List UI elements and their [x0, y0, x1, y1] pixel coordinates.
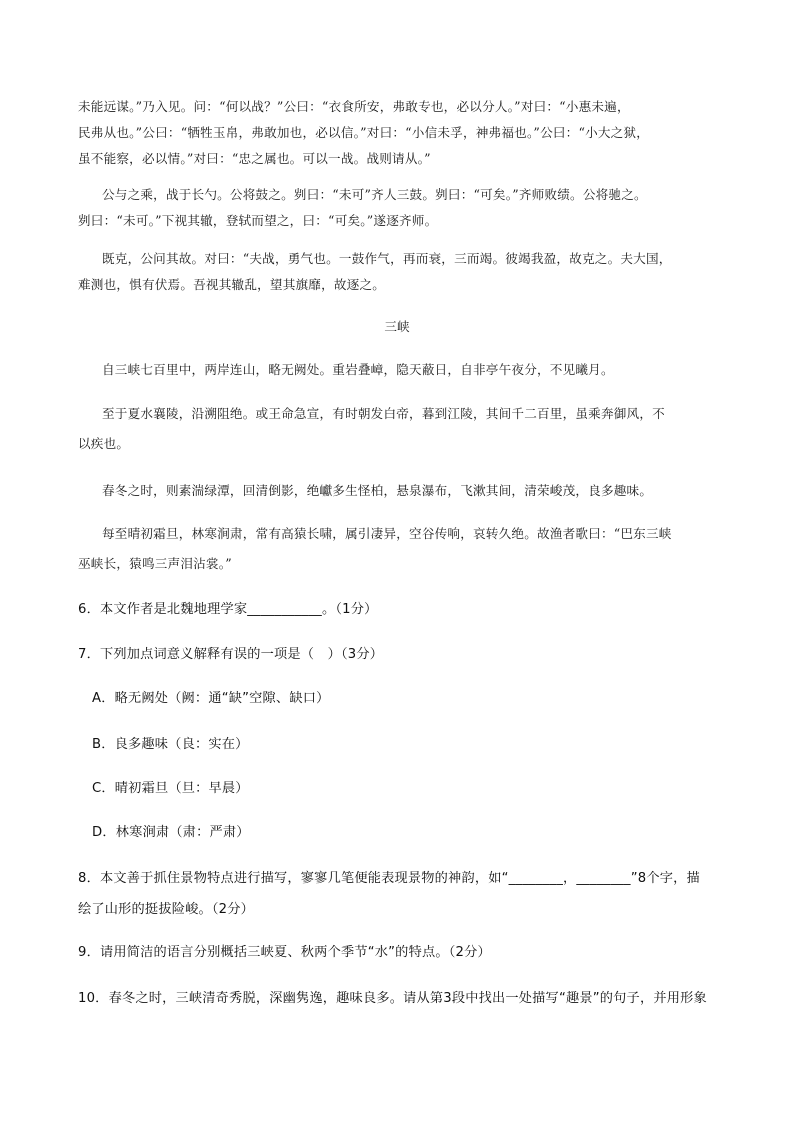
passage2-line-3: 以疾也。 — [78, 436, 130, 451]
passage2-line-2: 至于夏水襄陵，沿溯阻绝。或王命急宣，有时朝发白帝，暮到江陵，其间千二百里，虽乘奔御风，不 — [102, 406, 665, 421]
passage2-title: 三峡 — [384, 319, 410, 334]
question-9: 9．请用简洁的语言分别概括三峡夏、秋两个季节“水”的特点。（2分） — [78, 945, 491, 960]
passage2-line-1: 自三峡七百里中，两岸连山，略无阙处。重岩叠嶂，隐天蔽日，自非亭午夜分，不见曦月。 — [102, 362, 614, 377]
question-7-option-c: C．晴初霜旦（旦：早晨） — [92, 781, 249, 796]
passage2-line-4: 春冬之时，则素湍绿潭，回清倒影，绝巘多生怪柏，悬泉瀑布，飞漱其间，清荣峻茂，良多趣味。 — [102, 483, 653, 498]
passage1-line-4: 公与之乘，战于长勺。公将鼓之。刿曰：“未可”齐人三鼓。刿曰：“可矣。”齐师败绩。公将驰之。 — [102, 187, 647, 202]
passage1-line-7: 难测也，惧有伏焉。吾视其辙乱，望其旗靡，故逐之。 — [78, 277, 386, 292]
question-10: 10．春冬之时，三峡清奇秀脱，深幽隽逸，趣味良多。请从第3段中找出一处描写“趣景”的句子，并用形象 — [78, 991, 707, 1006]
question-7: 7．下列加点词意义解释有误的一项是（ ）（3分） — [78, 647, 384, 662]
question-8-line-1: 8．本文善于抓住景物特点进行描写，寥寥几笔便能表现景物的神韵，如“________，________”8个字，描 — [78, 871, 700, 886]
passage1-line-2: 民弗从也。”公曰：“牺牲玉帛，弗敢加也，必以信。”对曰：“小信未孚，神弗福也。”公曰：“小大之狱， — [78, 125, 650, 140]
passage2-line-6: 巫峡长，猿鸣三声泪沾裳。” — [78, 556, 232, 571]
passage1-line-6: 既克，公问其故。对曰：“夫战，勇气也。一鼓作气，再而衰，三而竭。彼竭我盈，故克之。夫大国， — [102, 251, 672, 266]
passage1-line-3: 虽不能察，必以情。”对曰：“忠之属也。可以一战。战则请从。” — [78, 151, 431, 166]
question-8-line-2: 绘了山形的挺拔险峻。（2分） — [78, 902, 255, 917]
passage1-line-5: 刿曰：“未可。”下视其辙，登轼而望之，曰：“可矣。”遂逐齐师。 — [78, 213, 438, 228]
passage2-line-5: 每至晴初霜旦，林寒涧肃，常有高猿长啸，属引凄异，空谷传响，哀转久绝。故渔者歌曰：“巴东三峡 — [102, 526, 672, 541]
question-7-option-b: B．良多趣味（良：实在） — [92, 737, 249, 752]
question-7-option-a: A．略无阙处（阙：通“缺”空隙、缺口） — [92, 691, 330, 706]
passage1-line-1: 未能远谋。”乃入见。问：“何以战？”公曰：“衣食所安，弗敢专也，必以分人。”对曰：“小惠未遍， — [78, 99, 630, 114]
question-6: 6．本文作者是北魏地理学家___________。（1分） — [78, 602, 378, 617]
question-7-option-d: D．林寒涧肃（肃：严肃） — [92, 825, 250, 840]
